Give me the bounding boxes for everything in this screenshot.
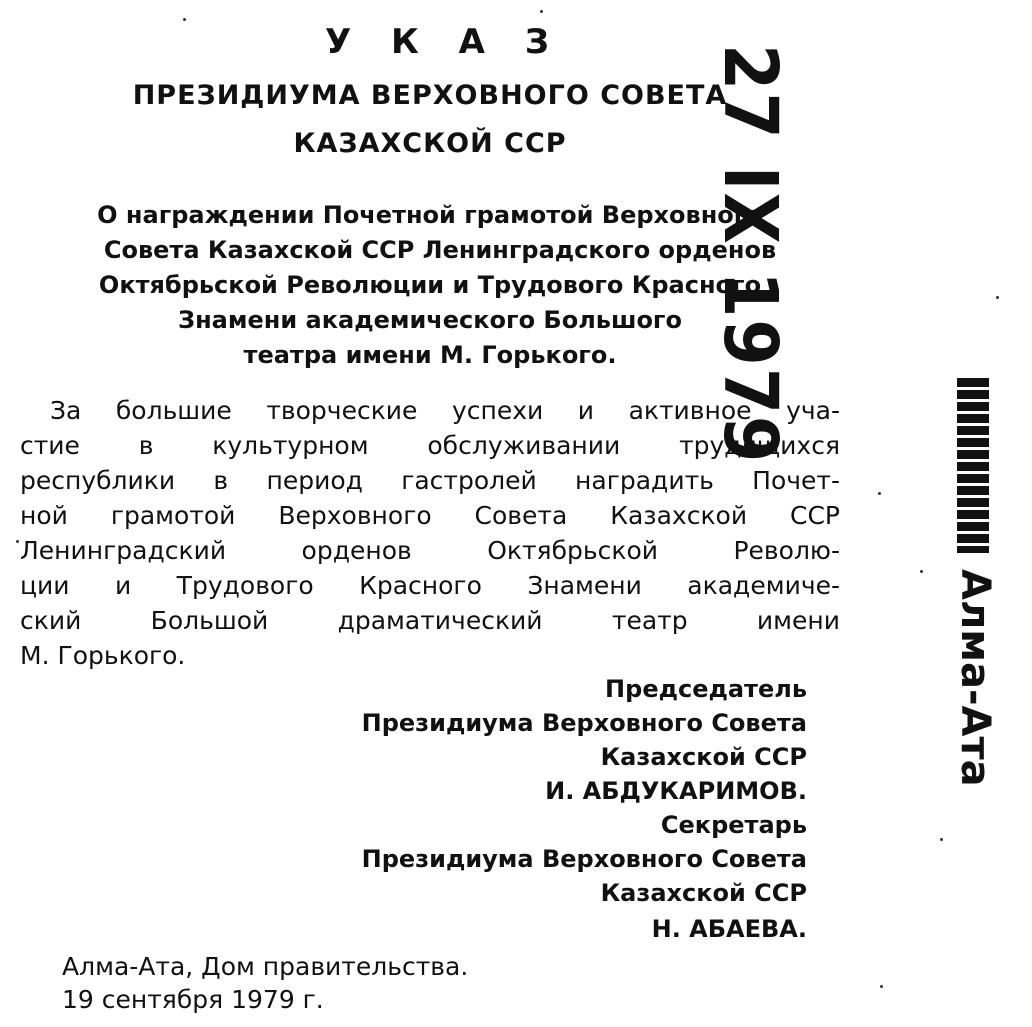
chairman-org: Президиума Верховного Совета — [361, 709, 807, 737]
print-speck — [878, 492, 881, 495]
issuer-republic: КАЗАХСКОЙ ССР — [293, 128, 567, 159]
body-line: М. Горького. — [20, 641, 186, 670]
chairman-name: И. АБДУКАРИМОВ. — [545, 777, 807, 805]
body-line: ский Большой драматический театр имени — [20, 606, 840, 635]
issue-date: 19 сентября 1979 г. — [62, 985, 324, 1014]
body-line: республики в период гастролей наградить Почет- — [20, 466, 840, 495]
subject-line: Октябрьской Революции и Трудового Красного — [98, 271, 762, 299]
print-speck — [996, 296, 999, 299]
city-stamp — [930, 378, 1020, 818]
secretary-republic: Казахской ССР — [600, 879, 807, 907]
print-speck — [16, 540, 19, 543]
chairman-title: Председатель — [605, 675, 807, 703]
subject-line: Совета Казахской ССР Ленинградского орденов — [103, 236, 777, 264]
secretary-org: Президиума Верховного Совета — [361, 845, 807, 873]
print-speck — [183, 18, 186, 21]
date-stamp: 27 IX 1979 — [707, 44, 793, 465]
secretary-name: Н. АБАЕВА. — [651, 915, 807, 943]
subject-line: О награждении Почетной грамотой Верховного — [97, 201, 763, 229]
body-line: ной грамотой Верховного Совета Казахской ССР — [20, 501, 840, 530]
body-line: стие в культурном обслуживании трудящихся — [20, 431, 840, 460]
secretary-title: Секретарь — [660, 811, 807, 839]
print-speck — [540, 10, 543, 13]
decree-title: У К А З — [325, 22, 563, 62]
print-speck — [880, 985, 883, 988]
subject-line: Знамени академического Большого — [178, 306, 682, 334]
print-speck — [940, 838, 943, 841]
body-line: ции и Трудового Красного Знамени академиче- — [20, 571, 840, 600]
body-line: За большие творческие успехи и активное уча- — [50, 396, 840, 425]
issuer-line: ПРЕЗИДИУМА ВЕРХОВНОГО СОВЕТА — [132, 80, 728, 111]
issue-place: Алма-Ата, Дом правительства. — [62, 952, 469, 981]
subject-line: театра имени М. Горького. — [243, 341, 617, 369]
stamp-ink-block — [957, 378, 989, 553]
print-speck — [920, 570, 923, 573]
stamp-city-label: Алма-Ата — [952, 569, 998, 787]
body-line: Ленинградский орденов Октябрьской Револю- — [20, 536, 840, 565]
chairman-republic: Казахской ССР — [600, 743, 807, 771]
